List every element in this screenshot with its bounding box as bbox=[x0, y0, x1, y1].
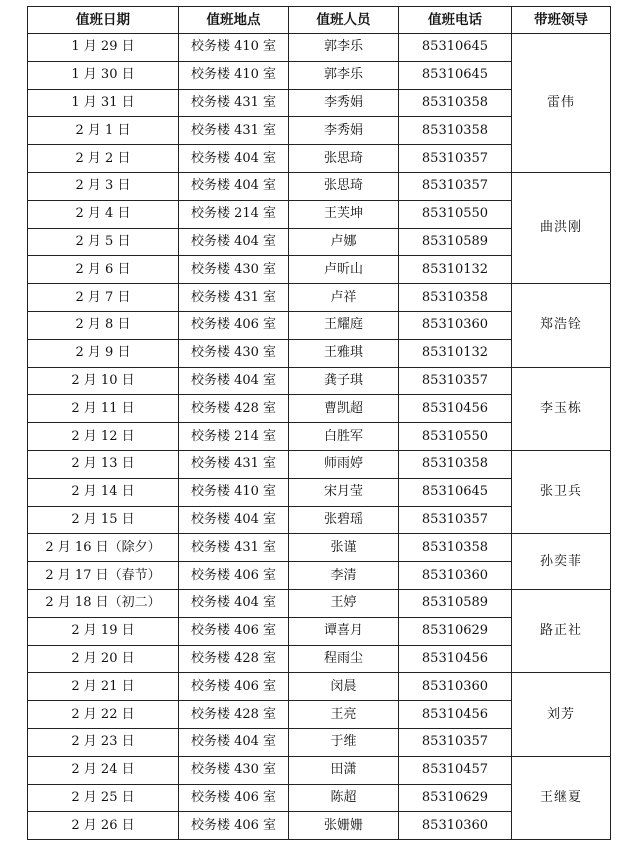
cell-location: 校务楼 428 室 bbox=[179, 701, 289, 729]
cell-leader: 李玉栋 bbox=[512, 367, 611, 450]
cell-person: 白胜军 bbox=[289, 423, 399, 451]
table-row bbox=[28, 756, 611, 784]
cell-phone: 85310360 bbox=[399, 812, 512, 840]
cell-location: 校务楼 406 室 bbox=[179, 673, 289, 701]
cell-date: 2 月 8 日 bbox=[28, 311, 179, 339]
cell-date: 2 月 17 日（春节） bbox=[28, 562, 179, 590]
cell-location: 校务楼 431 室 bbox=[179, 117, 289, 145]
cell-phone: 85310629 bbox=[399, 617, 512, 645]
cell-phone: 85310629 bbox=[399, 784, 512, 812]
cell-location: 校务楼 428 室 bbox=[179, 645, 289, 673]
cell-phone: 85310456 bbox=[399, 701, 512, 729]
cell-date: 2 月 15 日 bbox=[28, 506, 179, 534]
cell-phone: 85310550 bbox=[399, 423, 512, 451]
cell-phone: 85310550 bbox=[399, 200, 512, 228]
cell-location: 校务楼 404 室 bbox=[179, 228, 289, 256]
table-row bbox=[28, 172, 611, 200]
header-phone: 值班电话 bbox=[399, 7, 512, 34]
cell-location: 校务楼 406 室 bbox=[179, 617, 289, 645]
cell-phone: 85310357 bbox=[399, 367, 512, 395]
cell-leader: 孙奕菲 bbox=[512, 534, 611, 590]
cell-person: 王芙坤 bbox=[289, 200, 399, 228]
cell-phone: 85310360 bbox=[399, 562, 512, 590]
table-header bbox=[28, 7, 611, 34]
cell-person: 师雨婷 bbox=[289, 450, 399, 478]
cell-person: 宋月莹 bbox=[289, 478, 399, 506]
cell-phone: 85310358 bbox=[399, 534, 512, 562]
header-leader: 带班领导 bbox=[512, 7, 611, 34]
cell-location: 校务楼 404 室 bbox=[179, 589, 289, 617]
table-row bbox=[28, 284, 611, 312]
cell-person: 于维 bbox=[289, 728, 399, 756]
cell-phone: 85310358 bbox=[399, 89, 512, 117]
cell-person: 张碧瑶 bbox=[289, 506, 399, 534]
cell-date: 2 月 25 日 bbox=[28, 784, 179, 812]
cell-location: 校务楼 404 室 bbox=[179, 728, 289, 756]
header-date: 值班日期 bbox=[28, 7, 179, 34]
cell-person: 李清 bbox=[289, 562, 399, 590]
cell-person: 卢祥 bbox=[289, 284, 399, 312]
cell-date: 2 月 4 日 bbox=[28, 200, 179, 228]
cell-person: 卢娜 bbox=[289, 228, 399, 256]
cell-location: 校务楼 430 室 bbox=[179, 256, 289, 284]
cell-date: 2 月 21 日 bbox=[28, 673, 179, 701]
cell-person: 曹凯超 bbox=[289, 395, 399, 423]
table-row bbox=[28, 673, 611, 701]
cell-date: 2 月 7 日 bbox=[28, 284, 179, 312]
cell-person: 卢昕山 bbox=[289, 256, 399, 284]
cell-location: 校务楼 431 室 bbox=[179, 89, 289, 117]
cell-phone: 85310645 bbox=[399, 61, 512, 89]
cell-person: 李秀娟 bbox=[289, 89, 399, 117]
cell-phone: 85310360 bbox=[399, 311, 512, 339]
cell-person: 王婷 bbox=[289, 589, 399, 617]
cell-phone: 85310358 bbox=[399, 450, 512, 478]
cell-location: 校务楼 410 室 bbox=[179, 34, 289, 62]
cell-phone: 85310357 bbox=[399, 728, 512, 756]
table-row bbox=[28, 450, 611, 478]
cell-leader: 雷伟 bbox=[512, 34, 611, 173]
cell-phone: 85310456 bbox=[399, 395, 512, 423]
cell-person: 王耀庭 bbox=[289, 311, 399, 339]
cell-phone: 85310358 bbox=[399, 284, 512, 312]
cell-person: 陈超 bbox=[289, 784, 399, 812]
cell-phone: 85310358 bbox=[399, 117, 512, 145]
cell-leader: 张卫兵 bbox=[512, 450, 611, 533]
table-row bbox=[28, 367, 611, 395]
cell-location: 校务楼 430 室 bbox=[179, 756, 289, 784]
cell-date: 2 月 9 日 bbox=[28, 339, 179, 367]
cell-phone: 85310645 bbox=[399, 34, 512, 62]
cell-person: 张姗姗 bbox=[289, 812, 399, 840]
cell-date: 2 月 23 日 bbox=[28, 728, 179, 756]
cell-leader: 郑浩铨 bbox=[512, 284, 611, 367]
cell-phone: 85310357 bbox=[399, 172, 512, 200]
cell-phone: 85310132 bbox=[399, 339, 512, 367]
cell-date: 2 月 1 日 bbox=[28, 117, 179, 145]
cell-person: 李秀娟 bbox=[289, 117, 399, 145]
cell-date: 2 月 18 日（初二） bbox=[28, 589, 179, 617]
cell-person: 郭李乐 bbox=[289, 61, 399, 89]
cell-location: 校务楼 428 室 bbox=[179, 395, 289, 423]
cell-date: 1 月 30 日 bbox=[28, 61, 179, 89]
cell-phone: 85310132 bbox=[399, 256, 512, 284]
cell-location: 校务楼 404 室 bbox=[179, 506, 289, 534]
cell-phone: 85310360 bbox=[399, 673, 512, 701]
cell-location: 校务楼 431 室 bbox=[179, 450, 289, 478]
header-row bbox=[28, 7, 611, 34]
cell-person: 郭李乐 bbox=[289, 34, 399, 62]
cell-location: 校务楼 406 室 bbox=[179, 812, 289, 840]
table-row bbox=[28, 589, 611, 617]
cell-date: 2 月 14 日 bbox=[28, 478, 179, 506]
cell-person: 程雨尘 bbox=[289, 645, 399, 673]
header-location: 值班地点 bbox=[179, 7, 289, 34]
cell-location: 校务楼 431 室 bbox=[179, 284, 289, 312]
cell-person: 张谨 bbox=[289, 534, 399, 562]
table-body bbox=[28, 34, 611, 840]
cell-date: 2 月 13 日 bbox=[28, 450, 179, 478]
cell-phone: 85310456 bbox=[399, 645, 512, 673]
cell-person: 王亮 bbox=[289, 701, 399, 729]
cell-person: 闵晨 bbox=[289, 673, 399, 701]
cell-date: 2 月 12 日 bbox=[28, 423, 179, 451]
cell-leader: 曲洪刚 bbox=[512, 172, 611, 283]
cell-location: 校务楼 406 室 bbox=[179, 784, 289, 812]
cell-date: 2 月 20 日 bbox=[28, 645, 179, 673]
table-row bbox=[28, 534, 611, 562]
cell-date: 2 月 10 日 bbox=[28, 367, 179, 395]
cell-person: 田潇 bbox=[289, 756, 399, 784]
cell-location: 校务楼 214 室 bbox=[179, 200, 289, 228]
cell-person: 张思琦 bbox=[289, 172, 399, 200]
cell-leader: 刘芳 bbox=[512, 673, 611, 756]
cell-leader: 王继夏 bbox=[512, 756, 611, 839]
cell-person: 张思琦 bbox=[289, 145, 399, 173]
cell-location: 校务楼 406 室 bbox=[179, 562, 289, 590]
cell-location: 校务楼 430 室 bbox=[179, 339, 289, 367]
cell-date: 2 月 11 日 bbox=[28, 395, 179, 423]
cell-date: 2 月 24 日 bbox=[28, 756, 179, 784]
cell-date: 2 月 6 日 bbox=[28, 256, 179, 284]
cell-location: 校务楼 404 室 bbox=[179, 145, 289, 173]
cell-location: 校务楼 404 室 bbox=[179, 172, 289, 200]
cell-location: 校务楼 406 室 bbox=[179, 311, 289, 339]
cell-phone: 85310589 bbox=[399, 228, 512, 256]
cell-leader: 路正社 bbox=[512, 589, 611, 672]
cell-date: 2 月 19 日 bbox=[28, 617, 179, 645]
cell-phone: 85310457 bbox=[399, 756, 512, 784]
cell-date: 2 月 3 日 bbox=[28, 172, 179, 200]
cell-location: 校务楼 410 室 bbox=[179, 478, 289, 506]
cell-date: 2 月 22 日 bbox=[28, 701, 179, 729]
cell-phone: 85310645 bbox=[399, 478, 512, 506]
table-row bbox=[28, 34, 611, 62]
cell-person: 谭喜月 bbox=[289, 617, 399, 645]
cell-person: 王雅琪 bbox=[289, 339, 399, 367]
cell-location: 校务楼 214 室 bbox=[179, 423, 289, 451]
cell-person: 龚子琪 bbox=[289, 367, 399, 395]
cell-date: 2 月 26 日 bbox=[28, 812, 179, 840]
cell-phone: 85310589 bbox=[399, 589, 512, 617]
cell-location: 校务楼 404 室 bbox=[179, 367, 289, 395]
header-person: 值班人员 bbox=[289, 7, 399, 34]
cell-location: 校务楼 431 室 bbox=[179, 534, 289, 562]
duty-schedule-table bbox=[27, 6, 611, 840]
cell-location: 校务楼 410 室 bbox=[179, 61, 289, 89]
cell-date: 2 月 2 日 bbox=[28, 145, 179, 173]
cell-date: 1 月 29 日 bbox=[28, 34, 179, 62]
cell-date: 2 月 16 日（除夕） bbox=[28, 534, 179, 562]
cell-phone: 85310357 bbox=[399, 506, 512, 534]
cell-date: 1 月 31 日 bbox=[28, 89, 179, 117]
cell-date: 2 月 5 日 bbox=[28, 228, 179, 256]
cell-phone: 85310357 bbox=[399, 145, 512, 173]
